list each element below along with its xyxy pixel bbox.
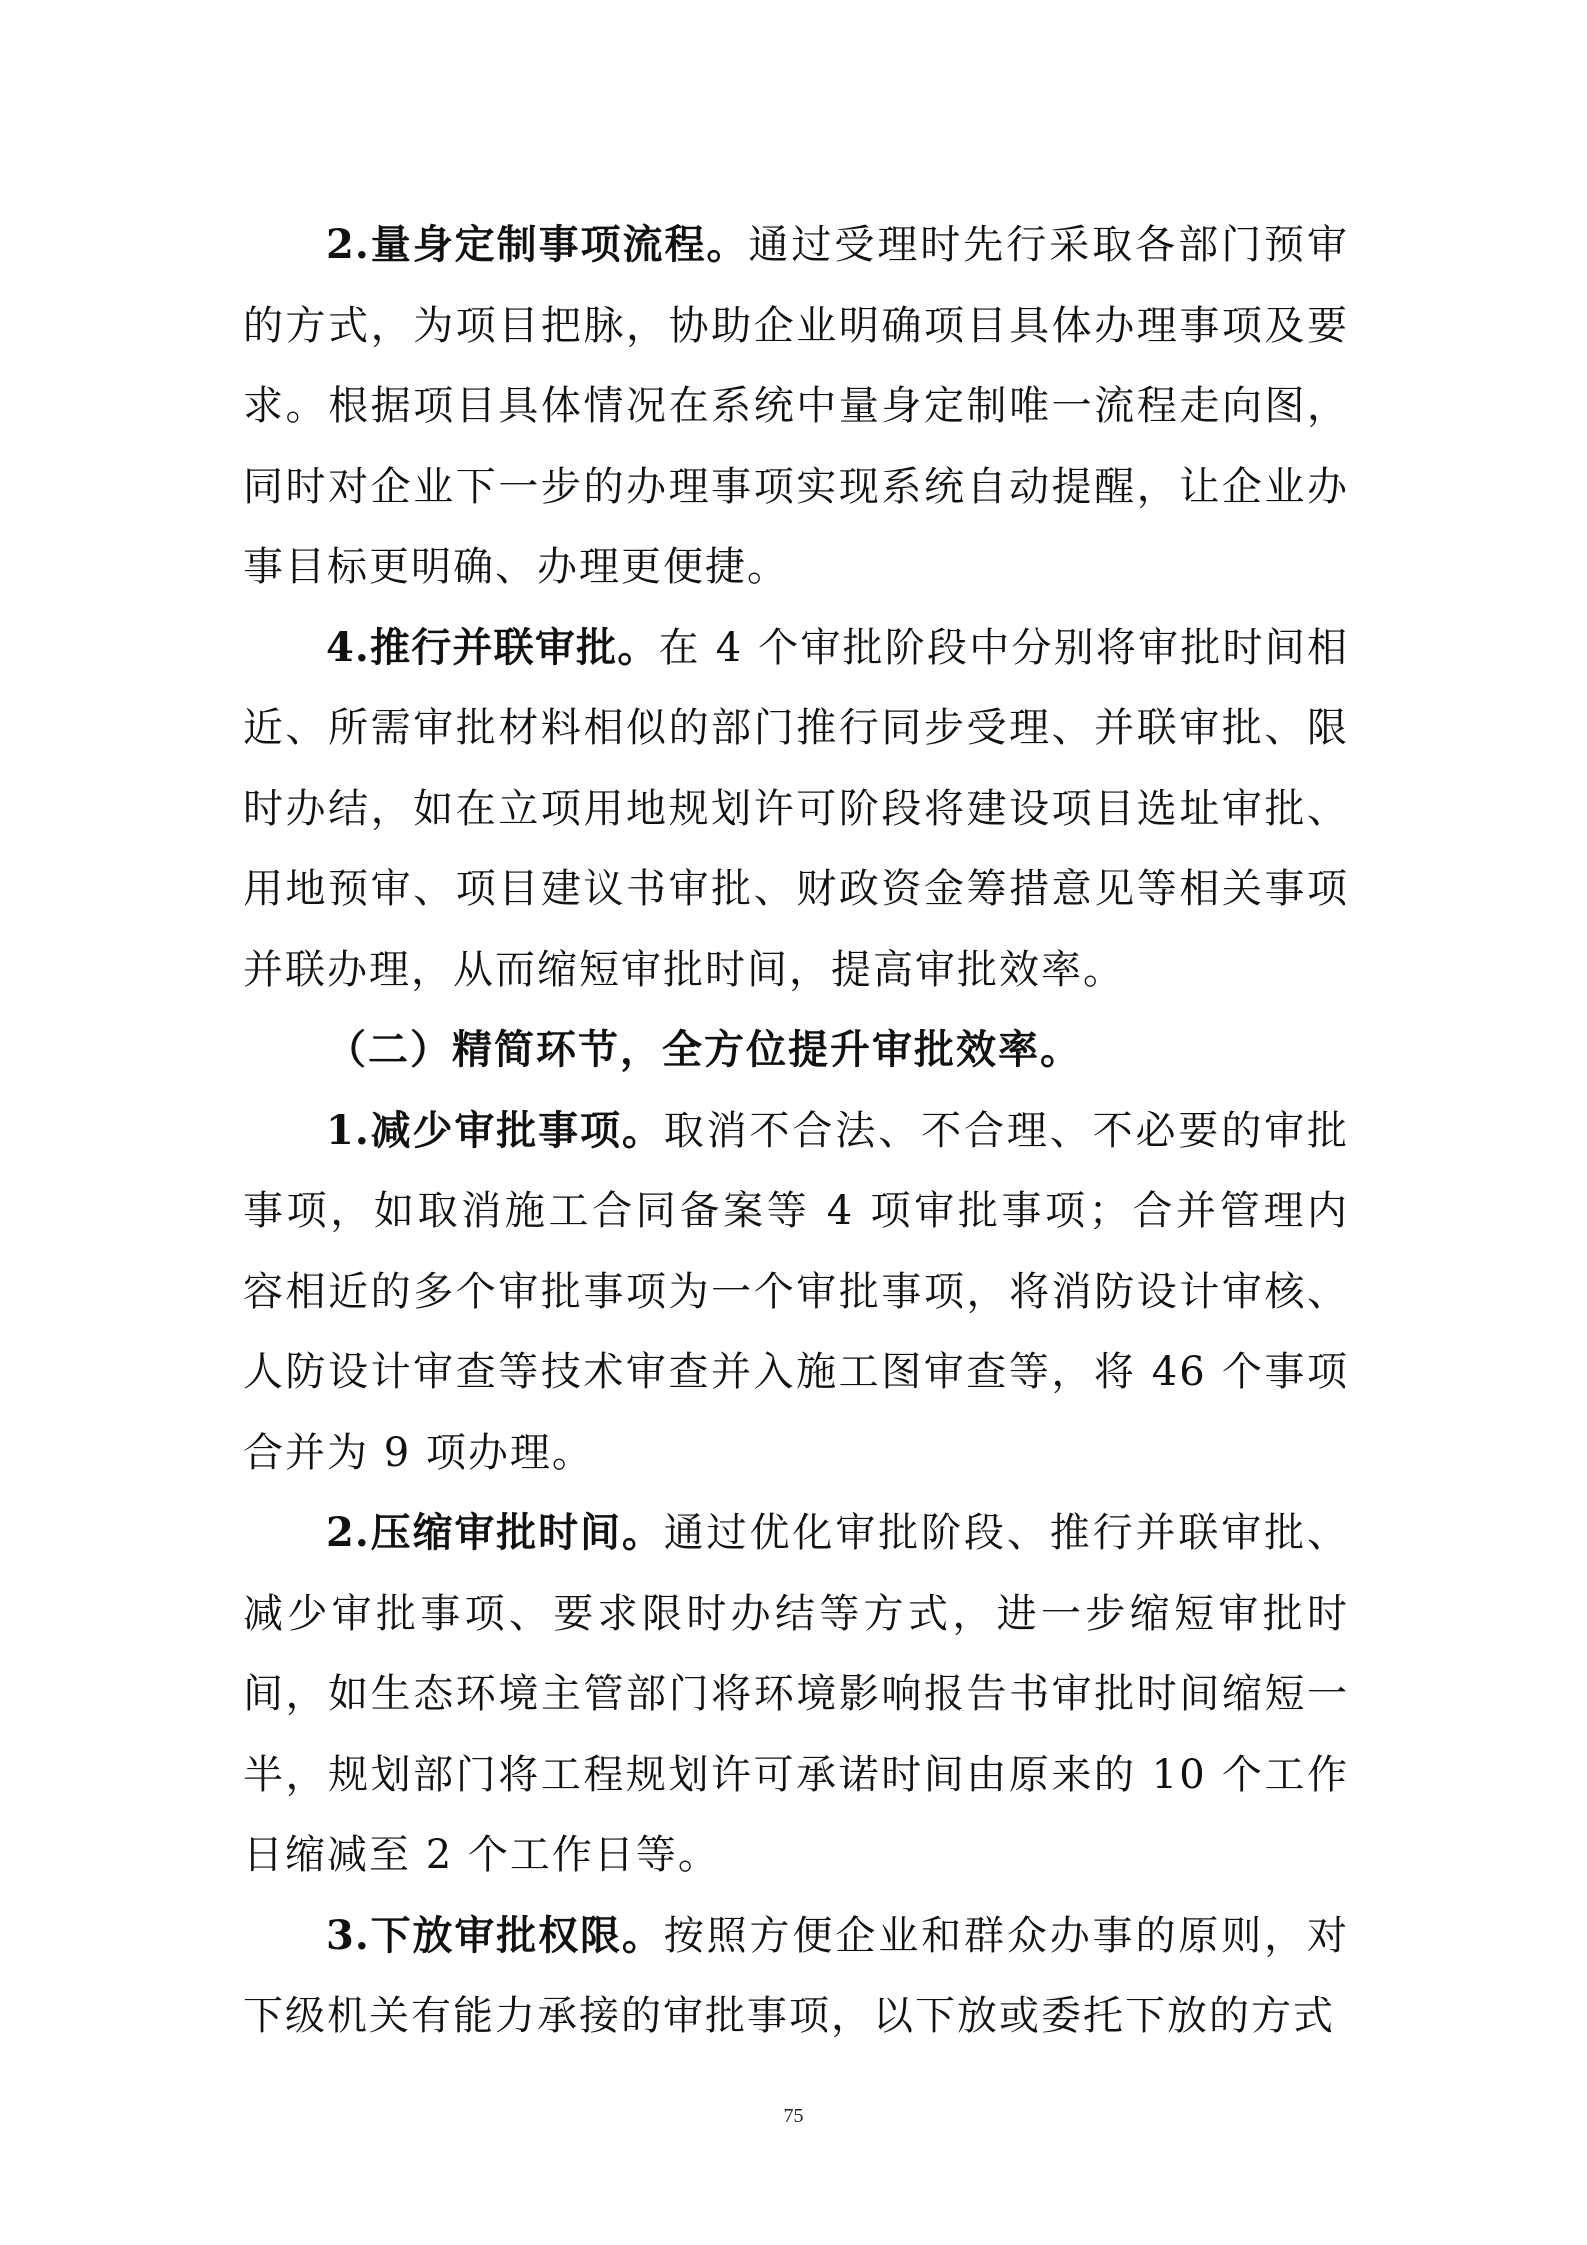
body-text <box>243 205 1349 2057</box>
paragraph-reduce-items <box>243 1091 1349 1494</box>
paragraph-text: 通过受理时先行采取各部门预审的方式，为项目把脉，协助企业明确项目具体办理事项及要求。根据项目具体情况在系统中量身定制唯一流程走向图，同时对企业下一步的办理事项实现系统自动提醒，让企业办事目标更明确、办理更便捷。 <box>243 222 1350 590</box>
section-heading: （二）精简环节，全方位提升审批效率。 <box>326 1026 1082 1073</box>
paragraph-heading: 4.推行并联审批。 <box>326 623 659 671</box>
paragraph-heading: 3.下放审批权限。 <box>326 1911 664 1959</box>
paragraph-heading: 2.压缩审批时间。 <box>326 1509 664 1556</box>
paragraph-text: 取消不合法、不合理、不必要的审批事项，如取消施工合同备案等 4 项审批事项；合并管理内容相近的多个审批事项为一个审批事项，将消防设计审核、人防设计审查等技术审查并入施工图审查等，将 46 个事项合并为 9 项办理。 <box>243 1107 1349 1476</box>
paragraph-customized-process <box>243 205 1349 608</box>
paragraph-parallel-approval <box>243 608 1349 1011</box>
paragraph-delegate-authority <box>243 1896 1349 2057</box>
paragraph-text: 在 4 个审批阶段中分别将审批时间相近、所需审批材料相似的部门推行同步受理、并联审批、限时办结，如在立项用地规划许可阶段将建设项目选址审批、用地预审、项目建议书审批、财政资金筹措意见等相关事项并联办理，从而缩短审批时间，提高审批效率。 <box>243 624 1349 993</box>
page-number: 75 <box>783 2105 804 2127</box>
paragraph-text: 按照方便企业和群众办事的原则，对下级机关有能力承接的审批事项，以下放或委托下放的方式 <box>243 1912 1349 2039</box>
paragraph-compress-time <box>243 1493 1349 1896</box>
paragraph-text: 通过优化审批阶段、推行并联审批、减少审批事项、要求限时办结等方式，进一步缩短审批时间，如生态环境主管部门将环境影响报告书审批时间缩短一半，规划部门将工程规划许可承诺时间由原来的 10 个工作日缩减至 2 个工作日等。 <box>243 1510 1349 1878</box>
paragraph-heading: 2.量身定制事项流程。 <box>326 221 749 268</box>
paragraph-heading: 1.减少审批事项。 <box>326 1106 664 1154</box>
